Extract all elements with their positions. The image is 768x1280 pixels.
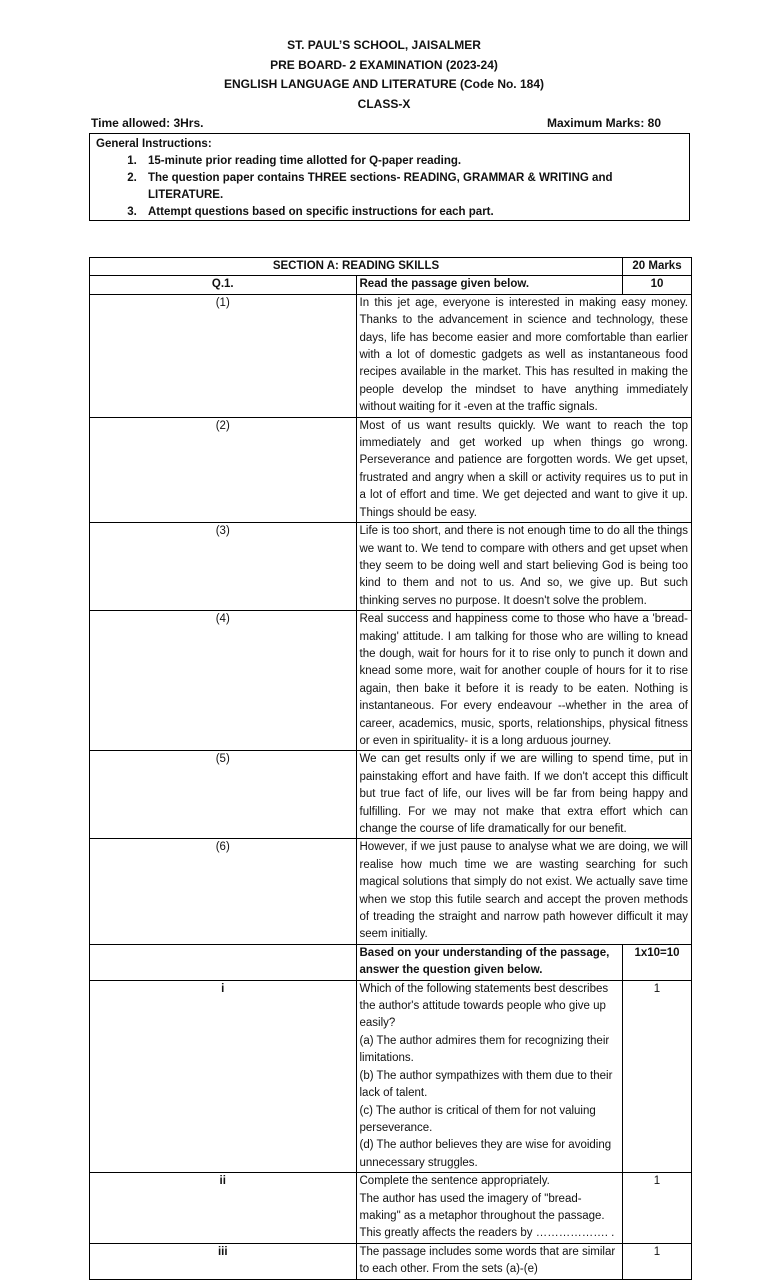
- sub-question-number: iii: [90, 1243, 357, 1279]
- sub-question-line: Which of the following statements best describes the author's attitude towards people who give up easily?: [359, 982, 609, 1030]
- answer-prompt-text: Based on your understanding of the passage, answer the question given below.: [356, 944, 623, 980]
- sub-question-text: [356, 1243, 623, 1279]
- paragraph-number: (2): [90, 417, 357, 522]
- sub-question-number: i: [90, 980, 357, 1172]
- instruction-item: 1. 15-minute prior reading time allotted for Q-paper reading.: [140, 153, 683, 170]
- subject-title: ENGLISH LANGUAGE AND LITERATURE (Code No. 184): [223, 77, 544, 91]
- passage-row: [90, 294, 692, 417]
- paragraph-number: (5): [90, 751, 357, 839]
- section-marks: 20 Marks: [623, 258, 692, 276]
- sub-question-line: Complete the sentence appropriately.: [359, 1175, 550, 1188]
- sub-question-row: [90, 980, 692, 1172]
- sub-question-text: [356, 980, 623, 1172]
- maximum-marks: Maximum Marks: 80: [546, 116, 661, 130]
- section-title: SECTION A: READING SKILLS: [90, 258, 623, 276]
- instructions-title: General Instructions:: [96, 138, 212, 150]
- paragraph-number: (4): [90, 611, 357, 751]
- paragraph-text: In this jet age, everyone is interested in making easy money. Thanks to the advancement in science and technology, these days, life has become easier and more comfortable than earlier with a lot of domestic gadgets as well as instantaneous food recipes available in the market. This has resulted in making the people develop the mindset to have anything immediately without waiting for it -even at the traffic signals.: [356, 294, 692, 417]
- option-d: (d) The author believes they are wise for avoiding unnecessary struggles.: [359, 1139, 612, 1169]
- paragraph-text: Life is too short, and there is not enough time to do all the things we want to. We tend to compare with others and get upset when they seem to be doing well and start believing God is being too kind to them and not to us. And so, we give up. But such thinking serves no purpose. It doesn't solve the problem.: [356, 523, 692, 611]
- paragraph-text: We can get results only if we are willing to spend time, put in painstaking effort and have faith. If we don't accept this difficult but true fact of life, our lives will be far from being happy and fulfilling. For we may not make that extra effort which can change the course of life dramatically for our benefit.: [356, 751, 692, 839]
- sub-question-number: ii: [90, 1173, 357, 1244]
- option-b: (b) The author sympathizes with them due to their lack of talent.: [359, 1069, 613, 1100]
- class-title: CLASS-X: [357, 96, 411, 111]
- section-header-row: [90, 258, 692, 276]
- question-text: Read the passage given below.: [356, 276, 623, 294]
- document-header: [0, 36, 768, 114]
- passage-row: [90, 417, 692, 522]
- instruction-item: 2. The question paper contains THREE sections- READING, GRAMMAR & WRITING and LITERATURE.: [140, 170, 683, 204]
- exam-title: PRE BOARD- 2 EXAMINATION (2023-24): [270, 57, 498, 72]
- time-allowed: Time allowed: 3Hrs.: [91, 116, 204, 130]
- paragraph-text: However, if we just pause to analyse what we are doing, we will realise how much time we are wasting searching for such magical solutions that simply do not exist. We actually save time when we stop this futile search and accept the proven methods of treading the straight and narrow path however difficult it may seem initially.: [356, 839, 692, 944]
- sub-question-text: [356, 1173, 623, 1244]
- sub-question-marks: 1: [623, 1173, 692, 1244]
- question-row: [90, 276, 692, 294]
- paragraph-text: Real success and happiness come to those who have a 'bread-making' attitude. I am talking for those who are willing to knead the dough, wait for hours for it to rise only to punch it down and knead some more, wait for another couple of hours for it to rise again, then bake it before it is ready to be eaten. Nothing is instantaneous. For every endeavour --whether in the area of career, academics, music, sports, relationships, physical fitness or even in spirituality- it is a long arduous journey.: [356, 611, 692, 751]
- sub-question-line: The passage includes some words that are similar to each other. From the sets (a)-(e): [359, 1245, 616, 1276]
- sub-question-marks: 1: [623, 980, 692, 1172]
- sub-question-line: The author has used the imagery of "bread- making" as a metaphor throughout the passage. This greatly affects the readers by ………………. .: [359, 1192, 615, 1240]
- option-a: (a) The author admires them for recognizing their limitations.: [359, 1034, 610, 1065]
- school-name: ST. PAUL’S SCHOOL, JAISALMER: [287, 38, 481, 52]
- passage-row: [90, 839, 692, 944]
- question-number: Q.1.: [90, 276, 357, 294]
- passage-row: [90, 611, 692, 751]
- paragraph-text: Most of us want results quickly. We want to reach the top immediately and get worked up when things go wrong. Perseverance and patience are forgotten words. We get upset, frustrated and angry when a skill or activity requires us to put in a lot of effort and time. We get dejected and want to give it up. Things should be easy.: [356, 417, 692, 522]
- paragraph-number: (1): [90, 294, 357, 417]
- sub-question-marks: 1: [623, 1243, 692, 1279]
- passage-row: [90, 751, 692, 839]
- sub-question-row: [90, 1173, 692, 1244]
- option-c: (c) The author is critical of them for not valuing perseverance.: [359, 1104, 596, 1134]
- paragraph-number: (6): [90, 839, 357, 944]
- general-instructions-box: [89, 133, 690, 221]
- instructions-list: [96, 153, 683, 221]
- passage-row: [90, 523, 692, 611]
- instruction-item: 3. Attempt questions based on specific instructions for each part.: [140, 204, 683, 221]
- question-marks: 10: [623, 276, 692, 294]
- paragraph-number: (3): [90, 523, 357, 611]
- answer-prompt-row: [90, 944, 692, 980]
- exam-meta: [91, 116, 691, 130]
- answer-prompt-marks: 1x10=10: [623, 944, 692, 980]
- sub-question-row: [90, 1243, 692, 1279]
- question-paper-table: [89, 257, 692, 1280]
